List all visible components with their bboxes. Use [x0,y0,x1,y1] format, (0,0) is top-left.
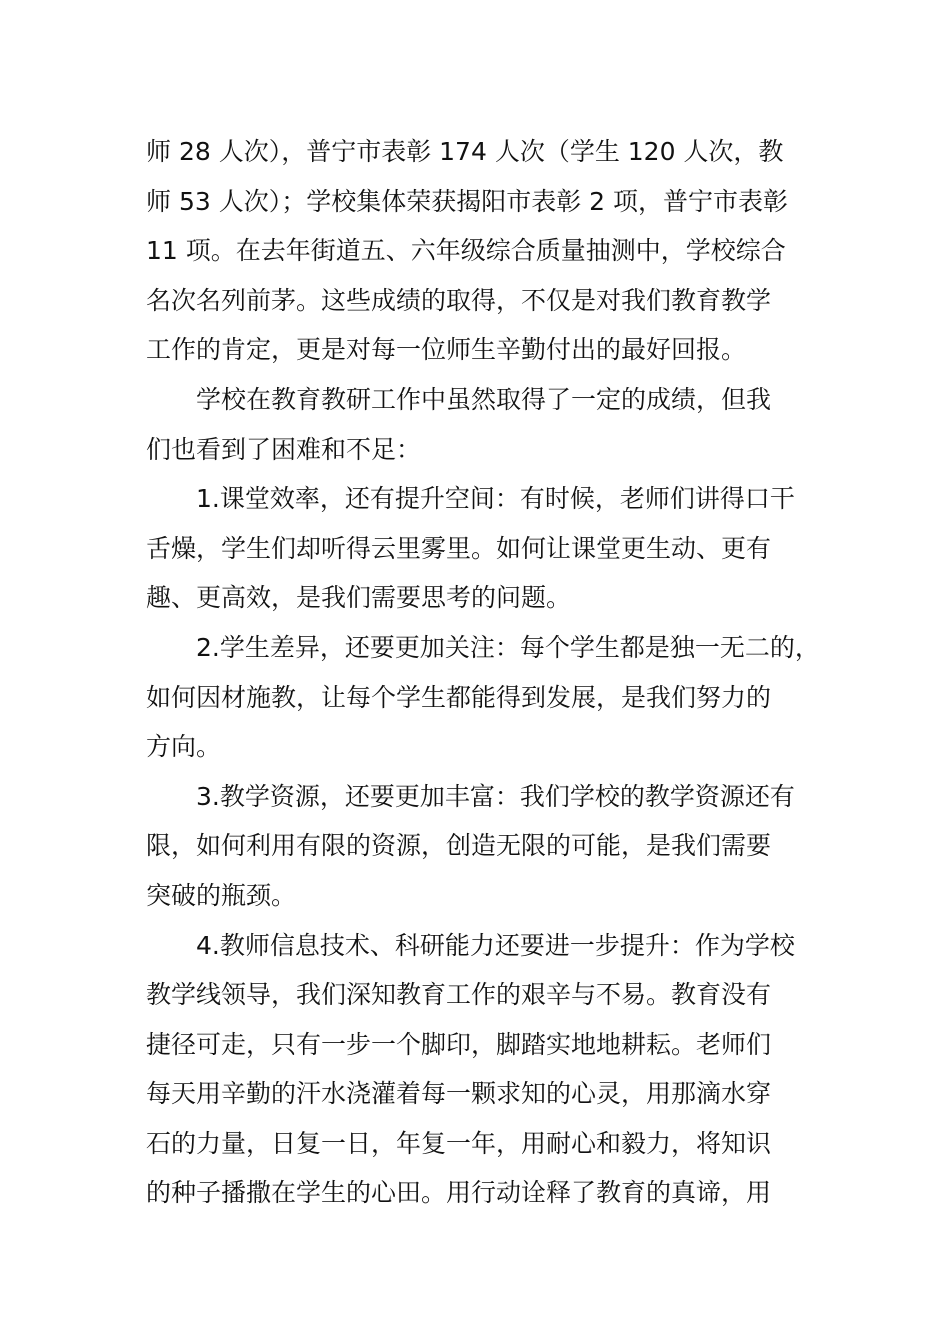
text-line: 限，如何利用有限的资源，创造无限的可能，是我们需要 [146,831,772,861]
text-line: 捷径可走，只有一步一个脚印，脚踏实地地耕耘。老师们 [146,1029,772,1059]
text-line: 趣、更高效，是我们需要思考的问题。 [146,583,572,613]
text-line: 教学线领导，我们深知教育工作的艰辛与不易。教育没有 [146,980,772,1010]
text-line: 师 28 人次），普宁市表彰 174 人次（学生 120 人次，教 [146,137,784,166]
text-line: 名次名列前茅。这些成绩的取得，不仅是对我们教育教学 [146,285,772,315]
paragraph-start-line: 学校在教育教研工作中虽然取得了一定的成绩，但我 [196,384,772,414]
text-line: 石的力量，日复一日，年复一年，用耐心和毅力，将知识 [146,1128,772,1158]
text-line: 舌燥，学生们却听得云里雾里。如何让课堂更生动、更有 [146,533,772,563]
body-text [146,127,826,1218]
text-line: 们也看到了困难和不足： [146,434,422,464]
text-line: 工作的肯定，更是对每一位师生辛勤付出的最好回报。 [146,335,747,365]
list-item-1-line: 1.课堂效率，还有提升空间：有时候，老师们讲得口干 [196,484,795,514]
text-line: 11 项。在去年街道五、六年级综合质量抽测中，学校综合 [146,236,786,266]
text-line: 师 53 人次）；学校集体荣获揭阳市表彰 2 项，普宁市表彰 [146,186,789,216]
text-line: 每天用辛勤的汗水浇灌着每一颗求知的心灵，用那滴水穿 [146,1079,772,1109]
text-line: 方向。 [146,732,222,762]
list-item-4-line: 4.教师信息技术、科研能力还要进一步提升：作为学校 [196,930,795,960]
text-line: 突破的瓶颈。 [146,880,297,910]
list-item-3-line: 3.教学资源，还要更加丰富：我们学校的教学资源还有 [196,781,795,811]
list-item-2-line: 2.学生差异，还要更加关注：每个学生都是独一无二的， [196,632,820,662]
text-line: 的种子播撒在学生的心田。用行动诠释了教育的真谛，用 [146,1178,772,1208]
text-line: 如何因材施教，让每个学生都能得到发展，是我们努力的 [146,682,772,712]
